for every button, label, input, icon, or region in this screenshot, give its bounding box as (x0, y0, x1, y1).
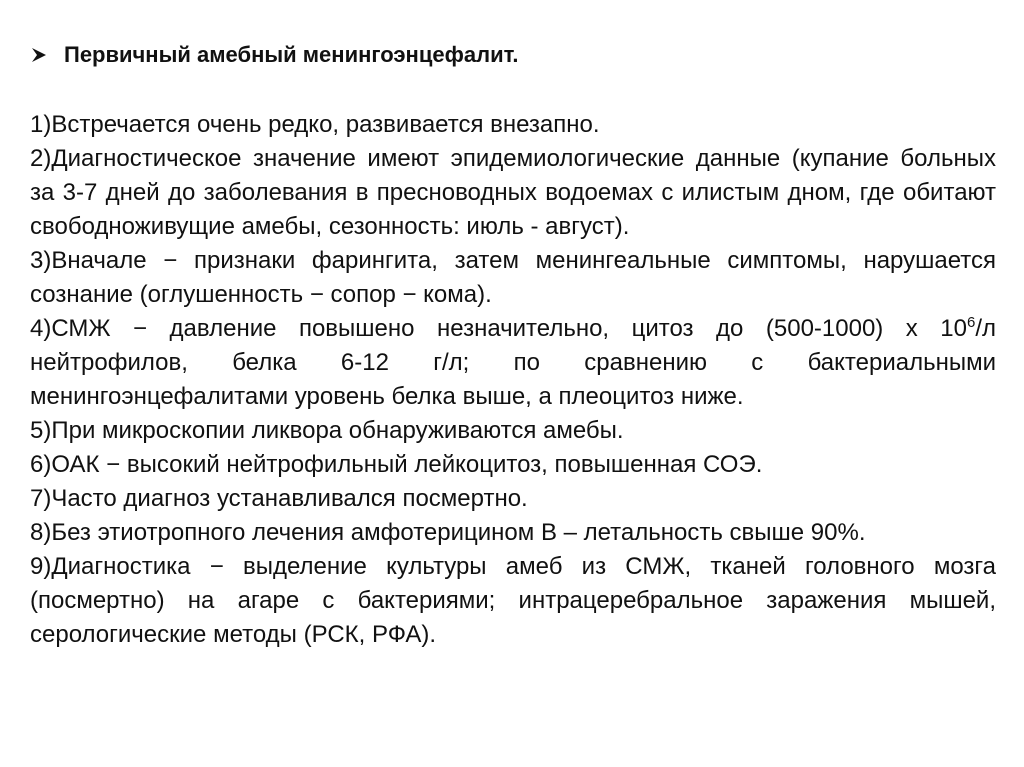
facts-list (30, 108, 996, 652)
heading-text: Первичный амебный менингоэнцефалит. (64, 42, 519, 67)
list-item-text: /л нейтрофилов, белка 6-12 г/л; по сравнению с бактериальными менингоэнцефалитами уровень белка выше, а плеоцитоз ниже. (30, 315, 996, 410)
exponent: 6 (966, 314, 976, 331)
list-item: 5)При микроскопии ликвора обнаруживаются амебы. (30, 417, 624, 444)
list-item: 9)Диагностика − выделение культуры амеб из СМЖ, тканей головного мозга (посмертно) на агаре с бактериями; интрацеребральное заражения мышей, серологические методы (РСК, РФА). (30, 553, 996, 648)
list-item: 7)Часто диагноз устанавливался посмертно. (30, 485, 528, 512)
list-item (30, 312, 996, 414)
slide-heading (30, 40, 996, 70)
list-item: 6)ОАК − высокий нейтрофильный лейкоцитоз, повышенная СОЭ. (30, 451, 763, 478)
arrowhead-bullet-icon (30, 47, 64, 63)
list-item: 1)Встречается очень редко, развивается внезапно. (30, 111, 600, 138)
list-item: 2)Диагностическое значение имеют эпидемиологические данные (купание больных за 3-7 дней до заболевания в пресноводных водоемах с илистым дном, где обитают свободноживущие амебы, сезонность: июль - август). (30, 145, 996, 240)
list-item-text: 4)СМЖ − давление повышено незначительно, цитоз до (500-1000) х 10 (30, 315, 967, 342)
list-item: 8)Без этиотропного лечения амфотерицином В – летальность свыше 90%. (30, 519, 866, 546)
list-item: 3)Вначале − признаки фарингита, затем менингеальные симптомы, нарушается сознание (оглушенность − сопор − кома). (30, 247, 996, 308)
slide-content (30, 40, 996, 652)
